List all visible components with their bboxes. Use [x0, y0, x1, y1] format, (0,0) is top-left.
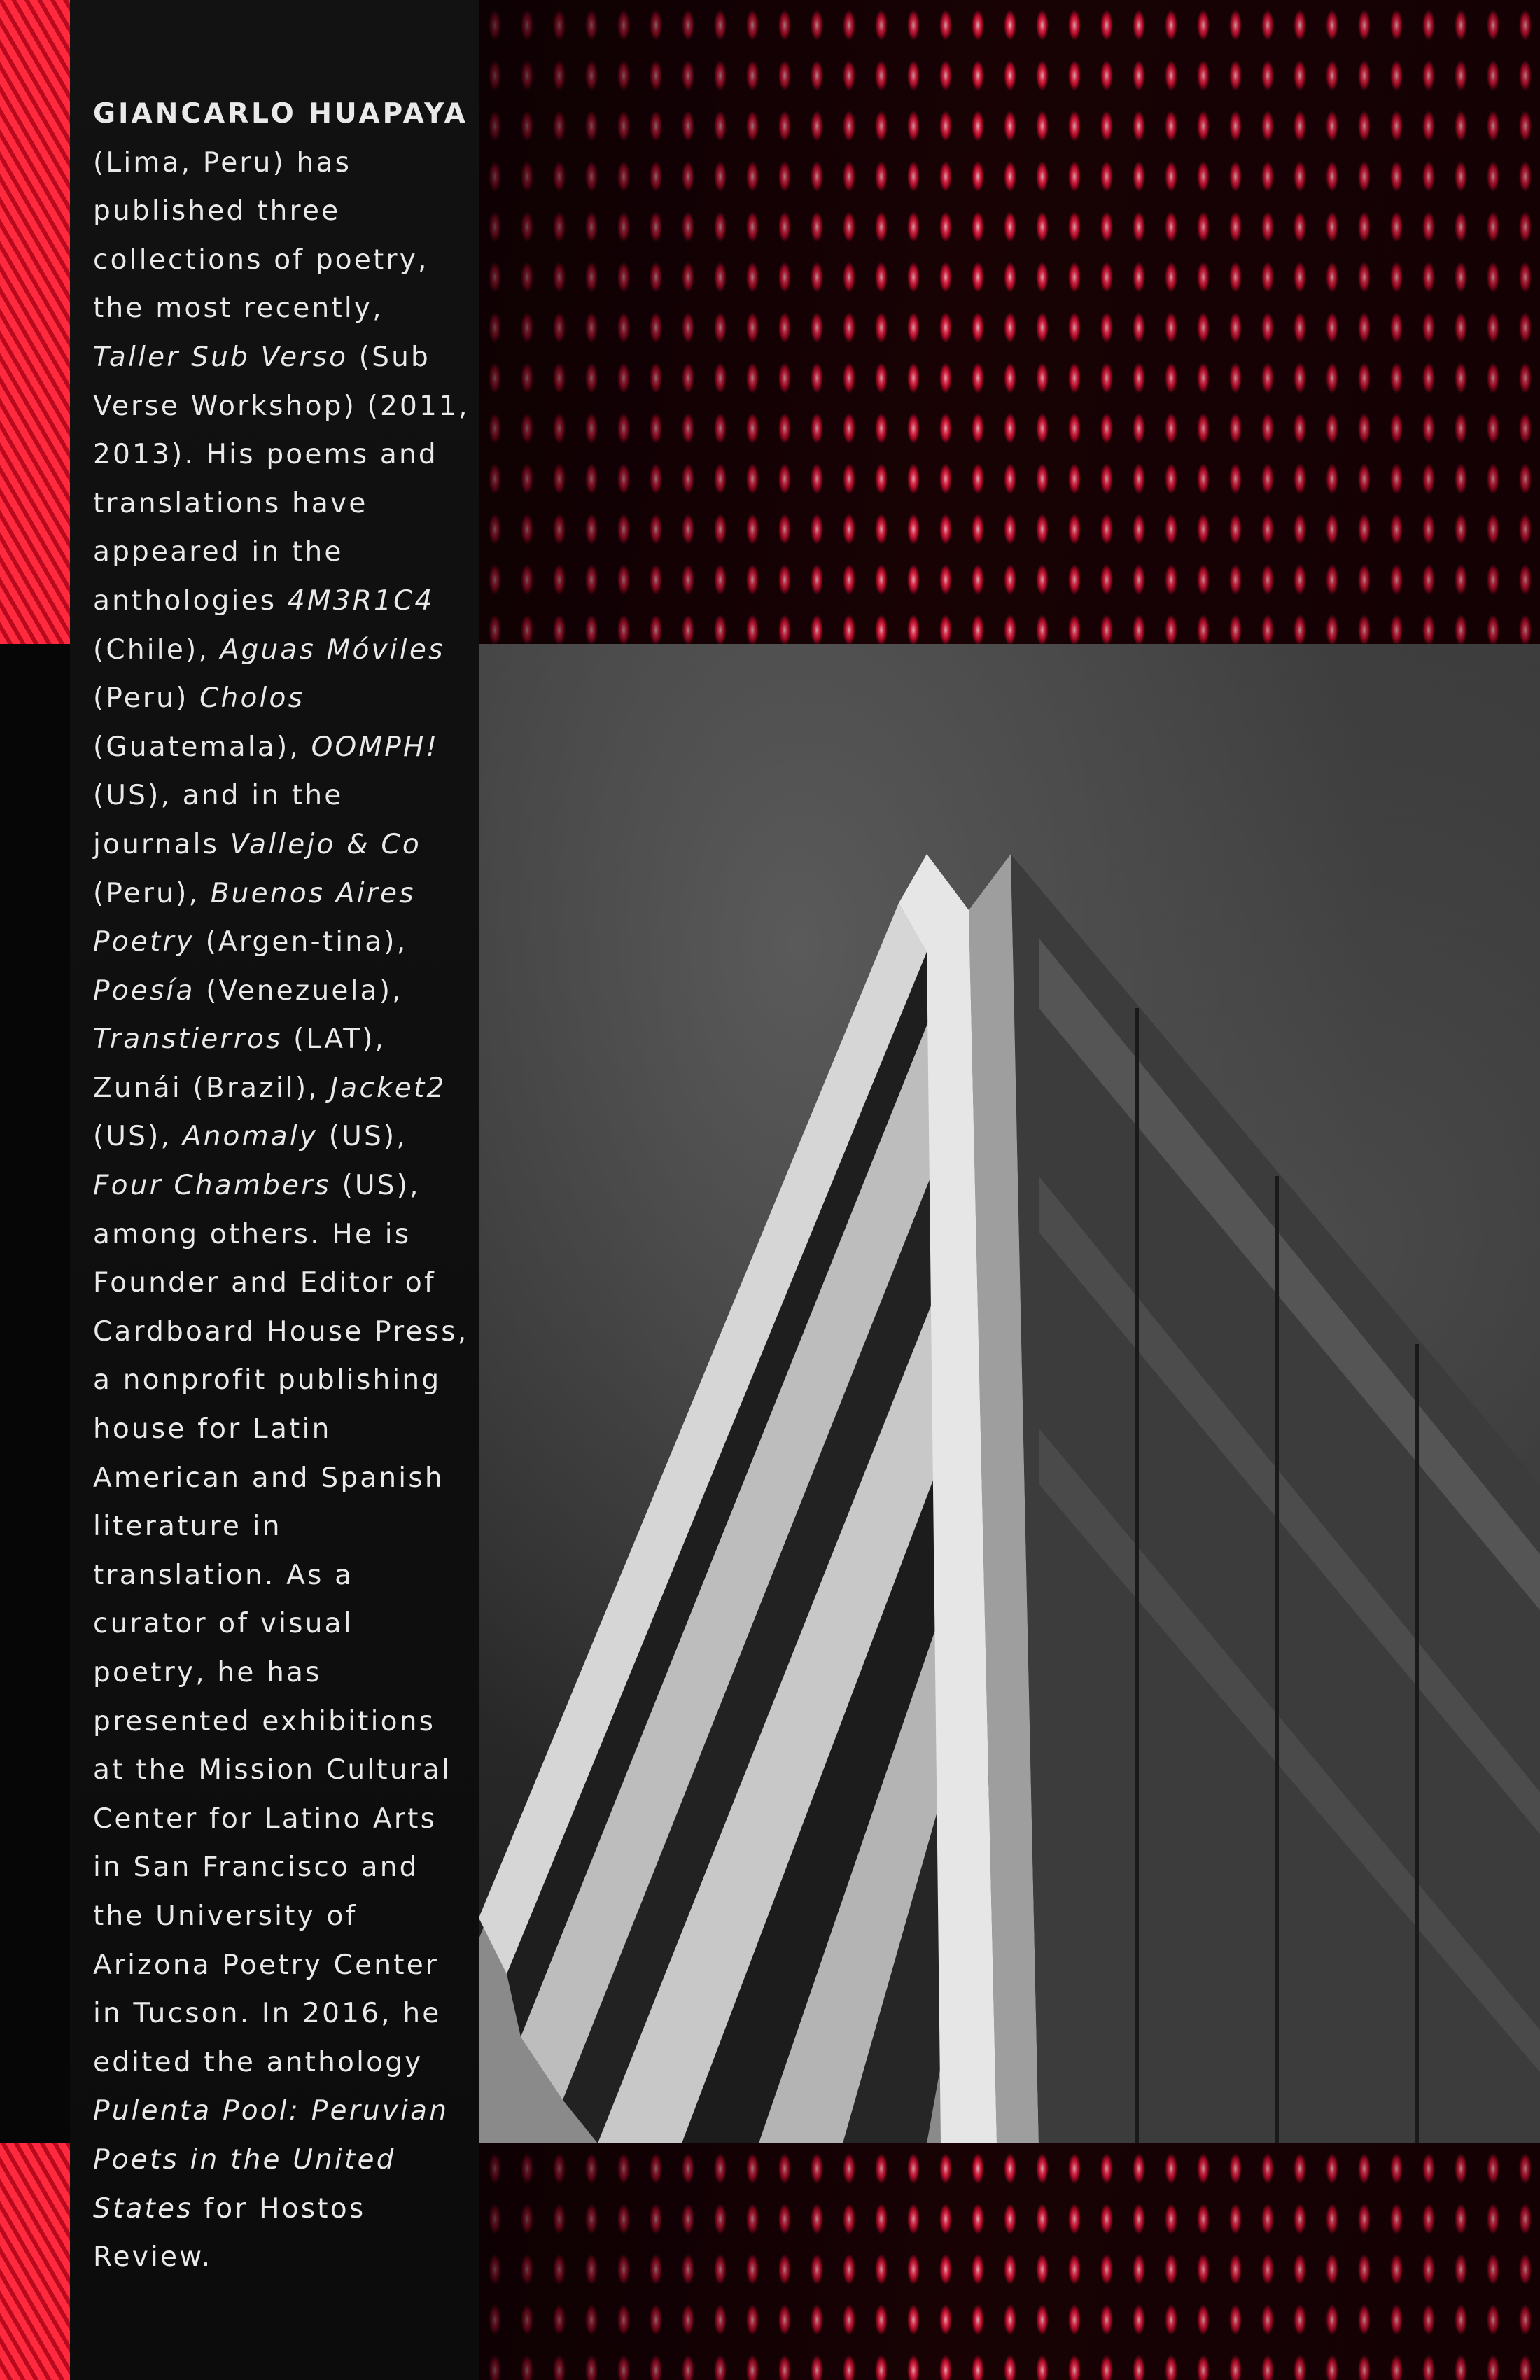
bio-text: (Venezuela),: [195, 974, 403, 1007]
bio-text: (Peru),: [93, 877, 211, 909]
anthology-title: Cholos: [200, 682, 305, 715]
dark-edge-middle: [0, 644, 70, 2143]
anthology-title: OOMPH!: [311, 731, 440, 763]
journal-title: Four Chambers: [93, 1170, 331, 1202]
building-photo: [479, 644, 1540, 2143]
journal-title: Transtierros: [93, 1023, 283, 1056]
journal-title: Jacket2: [330, 1072, 447, 1104]
bio-text: (Guatemala),: [93, 731, 312, 763]
red-led-panel-bottom: [479, 2143, 1540, 2380]
book-title: Taller Sub Verso: [93, 341, 349, 373]
journal-title: Anomaly: [182, 1121, 318, 1153]
bio-text: (Chile),: [93, 634, 220, 666]
bio-text: (Argen-tina),: [194, 926, 408, 958]
red-led-edge-top: [0, 0, 70, 644]
bio-text: (US), and in the journals: [93, 780, 344, 860]
bio-text: (US),: [93, 1121, 183, 1153]
bio-text: (LAT), Zunái (Brazil),: [93, 1023, 386, 1104]
bio-text: (US), among others. He is Founder and Editor of Cardboard House Press, a nonprofit publishing house for Latin American and Spanish literature in translation. As a curator of visual poetry, he has presented exhibitions at the Mission Cultural Center for Latino Arts in San Francisco and the University of Arizona Poetry Center in Tucson. In 2016, he edited the anthology: [93, 1170, 469, 2078]
bio-text: (Lima, Peru) has published three collections of poetry, the most recently,: [93, 146, 429, 325]
anthology-title: Aguas Móviles: [220, 634, 445, 666]
bio-text: (Peru): [93, 682, 200, 715]
building-illustration: [479, 644, 1540, 2143]
bio-text: (US),: [318, 1121, 407, 1153]
red-led-edge-bottom: [0, 2143, 70, 2380]
red-led-panel-top: [479, 0, 1540, 644]
journal-title: Poesía: [93, 974, 195, 1007]
author-name: GIANCARLO HUAPAYA: [93, 98, 468, 130]
bio-text: (Sub Verse Workshop) (2011, 2013). His poems and translations have appeared in the anthologies: [93, 341, 470, 617]
author-bio: [93, 90, 471, 2282]
journal-title: Buenos Aires Poetry: [93, 877, 416, 958]
anthology-title: 4M3R1C4: [287, 584, 435, 617]
journal-title: Vallejo & Co: [230, 828, 421, 860]
bio-text: for Hostos Review.: [93, 2192, 366, 2274]
anthology-title: Pulenta Pool: Peruvian Poets in the United States: [93, 2095, 449, 2225]
